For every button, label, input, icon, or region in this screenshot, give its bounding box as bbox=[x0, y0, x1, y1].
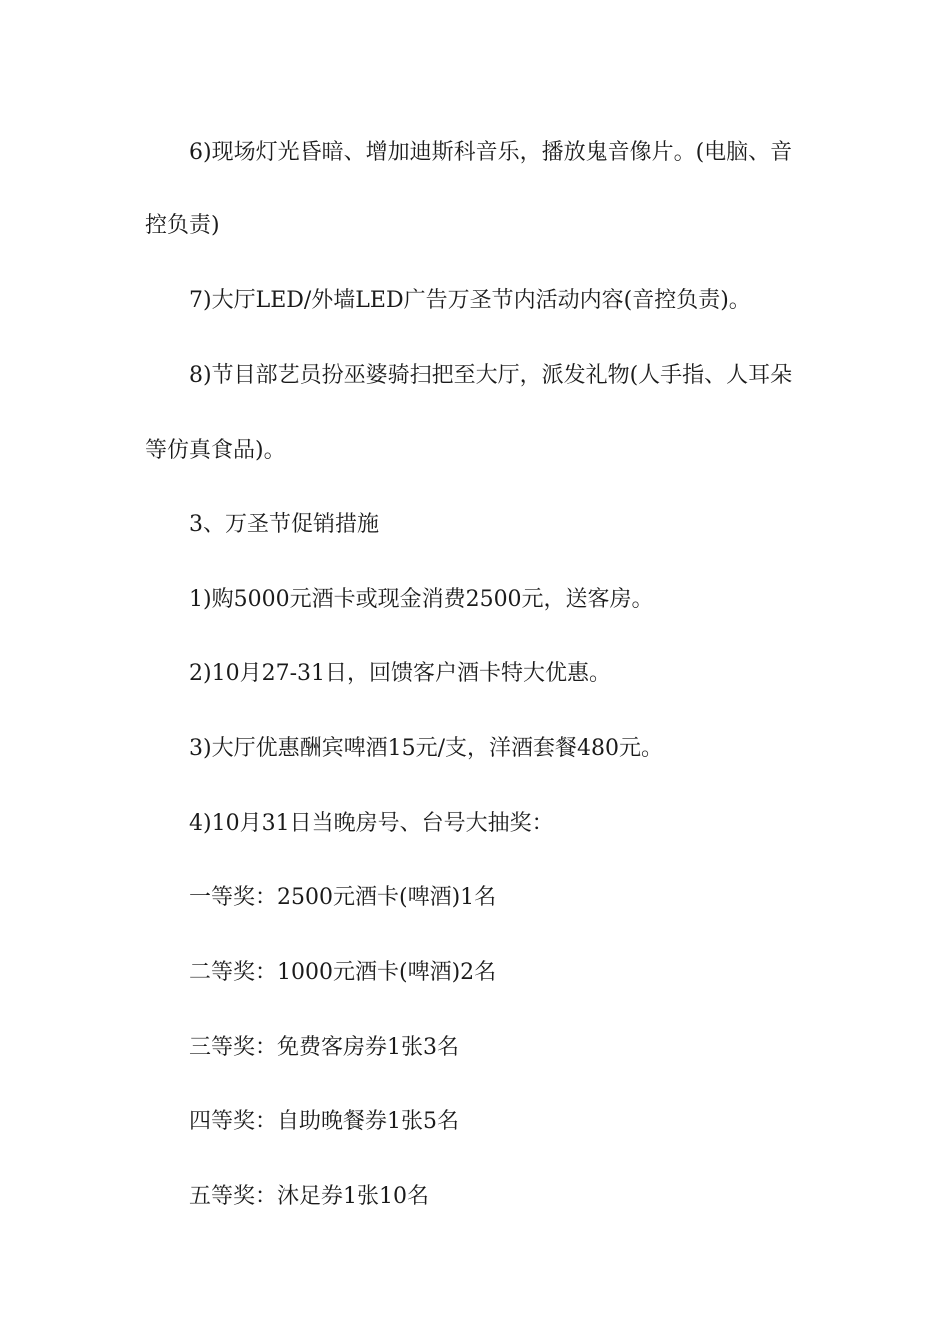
item-6-line-1: 6)现场灯光昏暗、增加迪斯科音乐，播放鬼音像片。(电脑、音 bbox=[189, 140, 793, 165]
section-3-heading: 3、万圣节促销措施 bbox=[189, 512, 379, 537]
promo-item-4: 4)10月31日当晚房号、台号大抽奖： bbox=[189, 811, 554, 836]
item-6-line-2: 控负责) bbox=[145, 213, 220, 238]
promo-item-3: 3)大厅优惠酬宾啤酒15元/支，洋酒套餐480元。 bbox=[189, 736, 663, 761]
item-8-line-1: 8)节目部艺员扮巫婆骑扫把至大厅，派发礼物(人手指、人耳朵 bbox=[189, 363, 793, 388]
prize-third: 三等奖：免费客房券1张3名 bbox=[189, 1035, 459, 1060]
item-8-line-2: 等仿真食品)。 bbox=[145, 438, 286, 463]
promo-item-1: 1)购5000元酒卡或现金消费2500元，送客房。 bbox=[189, 587, 654, 612]
prize-fourth: 四等奖：自助晚餐券1张5名 bbox=[189, 1109, 459, 1134]
prize-second: 二等奖：1000元酒卡(啤酒)2名 bbox=[189, 960, 497, 985]
item-7: 7)大厅LED/外墙LED广告万圣节内活动内容(音控负责)。 bbox=[189, 288, 751, 313]
prize-first: 一等奖：2500元酒卡(啤酒)1名 bbox=[189, 885, 497, 910]
prize-fifth: 五等奖：沐足券1张10名 bbox=[189, 1184, 429, 1209]
promo-item-2: 2)10月27-31日，回馈客户酒卡特大优惠。 bbox=[189, 661, 611, 686]
